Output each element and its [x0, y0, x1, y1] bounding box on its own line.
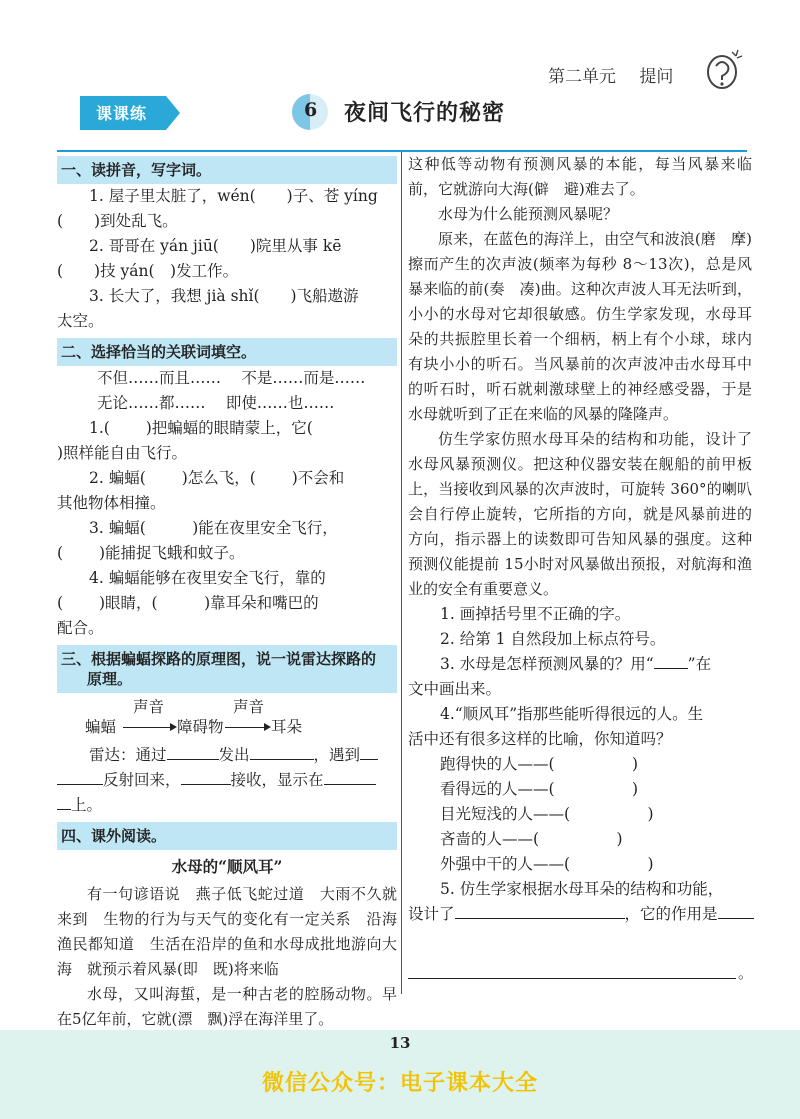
arrow-icon [123, 727, 175, 728]
exercise-line: 2. 哥哥在 yán jiū( )院里从事 kē [89, 237, 342, 255]
sound-label: 声音 [133, 698, 165, 716]
question-3 [408, 652, 752, 677]
answer-blank[interactable] [360, 743, 378, 760]
topic-label: 提问 [639, 67, 674, 87]
section-2-heading: 二、选择恰当的关联词填空。 [57, 338, 397, 366]
end-period: 。 [738, 964, 754, 982]
conjunction-options: 无论……都…… 即使……也…… [97, 394, 335, 412]
question-2: 2. 给第 1 自然段加上标点符号。 [440, 630, 666, 648]
list-item: 吝啬的人——( ) [440, 830, 623, 848]
ear-label: 耳朵 [271, 718, 303, 736]
reading-paragraph: 有一句谚语说 燕子低飞蛇过道 大雨不久就来到 生物的行为与天气的变化有一定关系 沿海渔民都知道 生活在沿岸的鱼和水母成批地游向大海 就预示着风暴(即 既)将来临 [57, 885, 397, 978]
page-number: 13 [389, 1034, 411, 1052]
exercise-line: 其他物体相撞。 [57, 494, 166, 512]
radar-line-3 [57, 793, 397, 818]
unit-label: 第二单元 [548, 67, 616, 87]
exercise-line: 太空。 [57, 312, 104, 330]
question-5: 5. 仿生学家根据水母耳朵的结构和功能， [440, 880, 724, 898]
wechat-watermark: 微信公众号：电子课本大全 [261, 1071, 538, 1096]
reading-question: 水母为什么能预测风暴呢？ [438, 205, 619, 223]
arrow-icon [225, 727, 269, 728]
section-3-title: 三、根据蝙蝠探路的原理图，说一说雷达探路的 [61, 650, 377, 668]
question-1: 1. 画掉括号里不正确的字。 [440, 605, 631, 623]
answer-blank[interactable] [250, 743, 314, 760]
column-divider [401, 152, 402, 994]
section-3-heading [57, 645, 397, 693]
badge-label: 课课练 [96, 104, 148, 123]
radar-text: 上。 [71, 796, 103, 814]
radar-text: 反射回来， [103, 771, 181, 789]
question-3-cont: 文中画出来。 [408, 680, 502, 698]
exercise-line: 1.( )把蝙蝠的眼睛蒙上，它( [89, 419, 329, 437]
exercise-line: 配合。 [57, 619, 104, 637]
lesson-number: 6 [304, 99, 318, 121]
question-5-cont [408, 902, 752, 927]
conjunction-options: 不但……而且…… 不是……而是…… [97, 369, 366, 387]
exercise-line: 3. 蝙蝠( )能在夜里安全飞行， [89, 519, 338, 537]
section-4-heading: 四、课外阅读。 [57, 822, 397, 850]
exercise-line: 4. 蝙蝠能够在夜里安全飞行，靠的 [89, 569, 326, 587]
answer-blank[interactable] [57, 768, 103, 785]
answer-line[interactable] [408, 978, 736, 979]
bat-label: 蝙蝠 [85, 718, 117, 736]
radar-text: 接收，显示在 [230, 771, 324, 789]
list-item: 目光短浅的人——( ) [440, 805, 654, 823]
radar-line-1 [57, 743, 397, 768]
answer-blank[interactable] [181, 768, 231, 785]
right-column [408, 152, 752, 927]
question-3-text: 3. 水母是怎样预测风暴的？用“ [440, 655, 654, 673]
question-mark-icon [702, 46, 746, 92]
reading-paragraph: 水母，又叫海蜇，是一种古老的腔肠动物。早在5亿年前，它就(漂 飘)浮在海洋里了。 [57, 985, 397, 1028]
answer-blank[interactable] [718, 902, 754, 919]
reading-paragraph: 仿生学家仿照水母耳朵的结构和功能，设计了水母风暴预测仪。把这种仪器安装在舰船的前甲板上，当接收到风暴的次声波时，可旋转 360°的喇叭会自行停止旋转，它所指的方向，就是风暴前进的方向，指示器上的读数即可告知风暴的强度。这种预测仪能提前 15小时对风暴做出预报，对航海和渔业的安全有重要意义。 [408, 430, 752, 598]
exercise-line: ( )眼睛，( )靠耳朵和嘴巴的 [57, 594, 319, 612]
answer-blank[interactable] [167, 743, 219, 760]
question-3-text-end: ”在 [687, 655, 712, 673]
left-column [57, 152, 397, 1032]
answer-blank[interactable] [654, 652, 688, 669]
question-4: 4.“顺风耳”指那些能听得很远的人。生 [440, 705, 704, 723]
exercise-line: ( )技 yán( )发工作。 [57, 262, 239, 280]
answer-blank[interactable] [324, 768, 376, 785]
list-item: 看得远的人——( ) [440, 780, 639, 798]
exercise-line: )照样能自由飞行。 [57, 444, 188, 462]
exercise-line: 1. 屋子里太脏了，wén( )子、苍 yíng [89, 187, 378, 205]
radar-text: 发出 [218, 746, 250, 764]
question-4-cont: 活中还有很多这样的比喻，你知道吗？ [408, 730, 672, 748]
exercise-line: ( )能捕捉飞蛾和蚊子。 [57, 544, 245, 562]
answer-blank[interactable] [57, 793, 71, 810]
radar-line-2 [57, 768, 397, 793]
reading-paragraph: 原来，在蓝色的海洋上，由空气和波浪(磨 摩)擦而产生的次声波(频率为每秒 8～13次)，总是风暴来临的前(奏 凑)曲。这种次声波人耳无法听到，小小的水母对它却很敏感。仿生学家发现，水母耳朵的共振腔里长着一个细柄，柄上有个小球，球内有块小小的听石。当风暴前的次声波冲击水母耳中的听石时，听石就刺激球壁上的神经感受器，于是水母就听到了正在来临的风暴的隆隆声。 [408, 230, 752, 423]
question-5-text-2: ，它的作用是 [624, 905, 718, 923]
bat-diagram [57, 693, 397, 743]
obstacle-label: 障碍物 [177, 718, 224, 736]
radar-text: ，遇到 [313, 746, 361, 764]
section-1-heading: 一、读拼音，写字词。 [57, 156, 397, 184]
section-3-title-cont: 原理。 [87, 670, 133, 688]
sound-label-2: 声音 [233, 698, 265, 716]
exercise-line: 2. 蝙蝠( )怎么飞，( )不会和 [89, 469, 345, 487]
question-5-text: 设计了 [408, 905, 455, 923]
list-item: 跑得快的人——( ) [440, 755, 639, 773]
list-item: 外强中干的人——( ) [440, 855, 654, 873]
lesson-title: 夜间飞行的秘密 [344, 100, 506, 126]
reading-paragraph: 这种低等动物有预测风暴的本能，每当风暴来临前，它就游向大海(僻 避)难去了。 [408, 155, 752, 198]
exercise-line: 3. 长大了，我想 jià shǐ( )飞船遨游 [89, 287, 359, 305]
answer-blank[interactable] [455, 902, 625, 919]
unit-header [548, 62, 691, 87]
radar-text: 雷达：通过 [89, 746, 167, 764]
reading-title: 水母的“顺风耳” [171, 857, 283, 876]
exercise-line: ( )到处乱飞。 [57, 212, 178, 230]
